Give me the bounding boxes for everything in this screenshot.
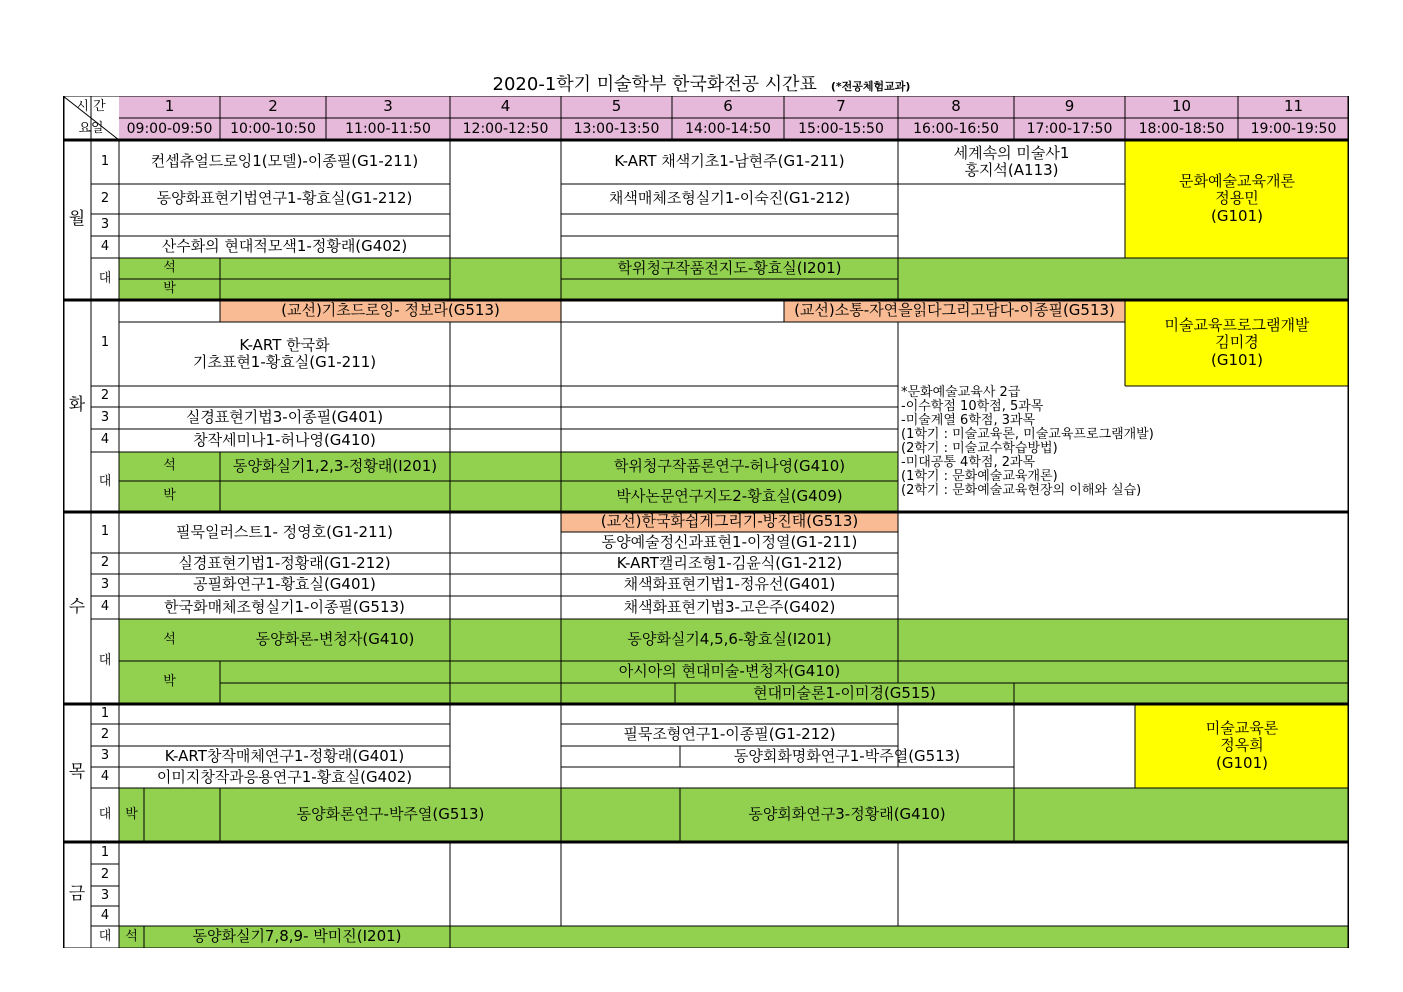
class-cell: 동양화론-변청자(G410) [255, 630, 415, 649]
class-cell: 동양화론연구-박주열(G513) [296, 805, 485, 824]
period-time: 14:00-14:50 [685, 120, 771, 137]
period-number: 10 [1171, 97, 1192, 116]
row-label: 3 [100, 216, 110, 232]
period-time: 19:00-19:50 [1250, 120, 1337, 137]
class-cell: 채색매체조형실기1-이숙진(G1-212) [608, 189, 851, 208]
row-label: 4 [100, 238, 110, 254]
row-label-grad: 대 [98, 653, 112, 669]
row-label-doctor: 박 [163, 281, 176, 297]
row-label-grad: 대 [98, 806, 112, 822]
day-label: 수 [68, 597, 86, 618]
class-cell: K-ART창작매체연구1-정황래(G401) [164, 746, 405, 765]
page-title [0, 70, 1403, 96]
period-number: 2 [268, 97, 278, 116]
day-label: 월 [68, 209, 86, 230]
class-cell: 박사논문연구지도2-황효실(G409) [616, 486, 843, 505]
class-cell: 필묵일러스트1- 정영호(G1-211) [175, 522, 394, 541]
title-note: (*전공체험교과) [830, 80, 911, 93]
timetable [63, 96, 1349, 948]
class-cell: 동양회화연구3-정황래(G410) [748, 805, 946, 824]
row-label: 1 [100, 705, 110, 721]
day-label: 화 [68, 395, 86, 416]
row-label-grad: 대 [98, 270, 112, 286]
class-cell: 창작세미나1-허나영(G410) [193, 430, 376, 449]
period-time: 10:00-10:50 [230, 120, 316, 137]
row-label: 3 [100, 409, 110, 425]
class-cell: 실경표현기법1-정황래(G1-212) [178, 553, 391, 572]
class-cell: K-ART캘리조형1-김윤식(G1-212) [616, 553, 843, 572]
period-number: 9 [1064, 97, 1075, 116]
row-label-doctor: 박 [163, 488, 176, 504]
day-label: 목 [68, 762, 86, 783]
row-label-master: 석 [125, 928, 138, 944]
row-label-master: 석 [163, 260, 176, 276]
row-label: 1 [100, 844, 110, 860]
row-label: 2 [100, 190, 110, 206]
class-cell: 한국화매체조형실기1-이종필(G513) [164, 597, 405, 616]
class-cell: K-ART 한국화 기초표현1-황효실(G1-211) [192, 335, 377, 371]
note-block: *문화예술교육사 2급 -이수학점 10학점, 5과목 -미술계열 6학점, 3과목 (1학기 : 미술교육론, 미술교육프로그램개발) (2학기 : 미술교수학습방법) -미대공통 4학점, 2과목 (1학기 : 문화예술교육개론) (2학기 : 문화예술교육현장의 이해와 실습) [901, 385, 1154, 499]
row-label: 3 [100, 748, 110, 764]
class-cell: 현대미술론1-이미경(G515) [753, 683, 936, 702]
cell-fill [450, 926, 1349, 948]
period-number: 4 [500, 97, 511, 116]
row-label: 4 [100, 599, 110, 615]
class-cell: 컨셉츄얼드로잉1(모델)-이종필(G1-211) [150, 152, 419, 171]
class-cell: 채색화표현기법1-정유선(G401) [623, 575, 836, 594]
row-label-master: 석 [163, 631, 176, 647]
row-label-doctor: 박 [125, 806, 138, 822]
period-time: 13:00-13:50 [573, 120, 660, 137]
class-cell: 세계속의 미술사1 홍지석(A113) [953, 143, 1070, 179]
period-time: 11:00-11:50 [345, 120, 431, 137]
period-time: 12:00-12:50 [462, 120, 549, 137]
period-number: 1 [164, 97, 175, 116]
row-label: 4 [100, 769, 110, 785]
period-number: 8 [951, 97, 961, 116]
corner-day-label: 요일 [78, 120, 104, 136]
row-label: 2 [100, 726, 110, 742]
class-cell: 산수화의 현대적모색1-정황래(G402) [161, 237, 408, 256]
day-label: 금 [68, 884, 86, 905]
class-cell: 필묵조형연구1-이종필(G1-212) [623, 725, 836, 744]
class-cell: (교선)기초드로잉- 정보라(G513) [281, 301, 500, 320]
class-cell: 아시아의 현대미술-변청자(G410) [618, 662, 841, 681]
row-label: 1 [100, 524, 110, 540]
class-cell: 동양화실기7,8,9- 박미진(I201) [192, 927, 402, 946]
row-label-doctor: 박 [163, 674, 176, 690]
row-label: 4 [100, 907, 110, 923]
period-number: 3 [383, 97, 393, 116]
class-cell: 동양화실기4,5,6-황효실(I201) [627, 630, 832, 649]
row-label: 3 [100, 576, 110, 592]
period-time: 09:00-09:50 [126, 120, 213, 137]
class-cell: 동양회화명화연구1-박주열(G513) [733, 746, 961, 765]
row-label: 1 [100, 334, 110, 350]
period-time: 16:00-16:50 [913, 120, 999, 137]
row-label-grad: 대 [98, 473, 112, 489]
corner-time-label: 시 간 [76, 98, 106, 114]
period-number: 7 [836, 97, 846, 116]
class-cell: 이미지창작과응용연구1-황효실(G402) [156, 767, 413, 786]
class-cell: 동양예술정신과표현1-이정열(G1-211) [601, 532, 858, 551]
period-number: 11 [1283, 97, 1304, 116]
class-cell: 공필화연구1-황효실(G401) [193, 575, 376, 594]
period-time: 15:00-15:50 [798, 120, 884, 137]
row-label-grad: 대 [98, 928, 112, 944]
row-label: 3 [100, 887, 110, 903]
period-number: 5 [611, 97, 622, 116]
row-label: 2 [100, 388, 110, 404]
class-cell: (교선)한국화쉽게그리기-방진태(G513) [600, 512, 859, 531]
class-cell: 학위청구작품전지도-황효실(I201) [617, 258, 842, 277]
title-text: 2020-1학기 미술학부 한국화전공 시간표 [492, 74, 817, 95]
row-label-master: 석 [163, 458, 176, 474]
class-cell: 동양화실기1,2,3-정황래(I201) [232, 456, 438, 475]
period-time: 17:00-17:50 [1026, 120, 1113, 137]
class-cell: 미술교육론 정옥희 (G101) [1205, 719, 1279, 772]
row-label: 4 [100, 432, 110, 448]
class-cell: 미술교육프로그램개발 김미경 (G101) [1164, 316, 1310, 369]
row-label: 1 [100, 153, 110, 169]
class-cell: 학위청구작품론연구-허나영(G410) [613, 456, 846, 475]
class-cell: 실경표현기법3-이종필(G401) [185, 408, 384, 427]
class-cell: 채색화표현기법3-고은주(G402) [623, 597, 836, 616]
class-cell: 동양화표현기법연구1-황효실(G1-212) [156, 189, 413, 208]
class-cell: K-ART 채색기초1-남현주(G1-211) [614, 152, 845, 171]
class-cell: 문화예술교육개론 정용민 (G101) [1179, 172, 1295, 225]
row-label: 2 [100, 555, 110, 571]
class-cell: (교선)소통-자연을읽다그리고담다-이종필(G513) [794, 301, 1115, 320]
row-label: 2 [100, 866, 110, 882]
period-time: 18:00-18:50 [1138, 120, 1225, 137]
period-number: 6 [723, 97, 733, 116]
